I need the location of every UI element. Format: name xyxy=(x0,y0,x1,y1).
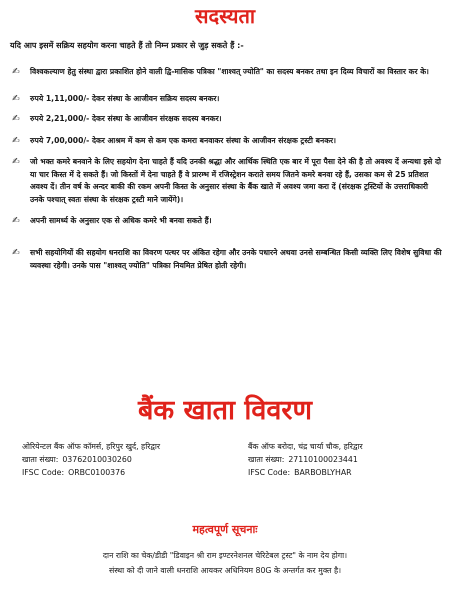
list-item-text: रुपये 2,21,000/- देकर संस्था के आजीवन संरक्षक सदस्य बनकर। xyxy=(30,114,222,124)
important-notice xyxy=(0,548,450,578)
quill-pen-icon: ✍ xyxy=(12,93,20,104)
account-number: 03762010030260 xyxy=(62,455,132,464)
list-item xyxy=(8,66,442,79)
ifsc-label: IFSC Code: xyxy=(22,468,65,477)
bank-details-left xyxy=(22,440,237,479)
bank-details-right xyxy=(248,440,448,479)
account-row xyxy=(248,453,448,466)
bank-details-heading: बैंक खाता विवरण xyxy=(138,395,312,426)
ifsc-code: BARBOBLYHAR xyxy=(294,468,352,477)
bank-name: बैंक ऑफ बरोदा, चंद्र चार्या चौक, हरिद्वार xyxy=(248,442,363,451)
list-item-text: रुपये 7,00,000/- देकर आश्रम में कम से कम एक कमरा बनवाकर संस्था के आजीवन संरक्षक ट्रस्टी बनकर। xyxy=(30,136,337,146)
list-item xyxy=(8,113,442,126)
list-item xyxy=(8,135,442,148)
list-item-text: रुपये 1,11,000/- देकर संस्था के आजीवन सक्रिय सदस्य बनकर। xyxy=(30,93,220,103)
quill-pen-icon: ✍ xyxy=(12,67,20,77)
quill-pen-icon: ✍ xyxy=(12,156,20,167)
list-item xyxy=(8,93,442,106)
account-label: खाता संख्या: xyxy=(22,455,59,464)
ifsc-label: IFSC Code: xyxy=(248,468,291,477)
list-item-text: जो भक्त कमरे बनवाने के लिए सहयोग देना चाहते हैं यदि उनकी श्रद्धा और आर्थिक स्थिति एक बार में पूरा पैसा देने की है तो अवश्य दें अन्यथा इसे दो या चार किस्त में दे सकते हैं। जो किस्तों में देना चाहते हैं वे प्रारम्भ में रजिस्ट्रेशन कराते समय जितने कमरे बनवा रहे हैं, उसका कम से 25 प्रतिशत अवश्य दें। तीन वर्ष के अन्दर बाकी की रकम अपनी किस्त के अनुसार संस्था के बैंक खाते में अवश्य जमा करा दें (संरक्षक ट्रस्टियों के उत्तराधिकारी उनके पश्चात् स्वतः संस्था के संरक्षक ट्रस्टी माने जायेंगे)। xyxy=(30,156,441,204)
bank-name: ओरियेन्टल बैंक ऑफ कॉमर्स, हरिपुर खुर्द, हरिद्वार xyxy=(22,442,161,451)
notice-line: दान राशि का चेक/डीडी "डिवाइन श्री राम इण्टरनेशनल चेरिटेबल ट्रस्ट" के नाम देय होगा। xyxy=(102,551,348,560)
quill-pen-icon: ✍ xyxy=(12,215,20,226)
account-row xyxy=(22,453,237,466)
list-item xyxy=(8,156,442,207)
membership-options-list xyxy=(8,64,442,273)
account-number: 27110100023441 xyxy=(288,455,358,464)
list-item-text: सभी सहयोगियों की सहयोग धनराशि का विवरण पत्थर पर अंकित रहेगा और उनके पधारने अथवा उनसे सम्बन्धित किसी व्यक्ति लिए विशेष सुविधा की व्यवस्था रहेगी। उनके पास "शाश्वत् ज्योति" पत्रिका नियमित प्रेषित होती रहेगी। xyxy=(30,248,442,271)
ifsc-row xyxy=(248,466,448,479)
list-item-text: विश्वकल्याण हेतु संस्था द्वारा प्रकाशित होने वाली द्वि-मासिक पत्रिका "शाश्वत् ज्योति" का सदस्य बनकर तथा इन दिव्य विचारों का विस्तार कर के। xyxy=(30,67,429,76)
list-item-text: अपनी सामर्थ्य के अनुसार एक से अधिक कमरे भी बनवा सकते हैं। xyxy=(30,215,212,225)
quill-pen-icon: ✍ xyxy=(12,248,20,259)
list-item xyxy=(8,215,442,228)
list-item xyxy=(8,247,442,272)
ifsc-code: ORBC0100376 xyxy=(68,468,126,477)
notice-line: संस्था को दी जाने वाली धनराशि आयकर अधिनियम 80G के अन्तर्गत कर मुक्त है। xyxy=(108,566,342,575)
quill-pen-icon: ✍ xyxy=(12,136,20,147)
quill-pen-icon: ✍ xyxy=(12,114,20,125)
account-label: खाता संख्या: xyxy=(248,455,285,464)
ifsc-row xyxy=(22,466,237,479)
important-notice-heading: महत्वपूर्ण सूचनाः xyxy=(192,523,258,536)
intro-text: यदि आप इसमें सक्रिय सहयोग करना चाहते हैं तो निम्न प्रकार से जुड़ सकते हैं :- xyxy=(10,41,244,50)
page-title: सदस्यता xyxy=(194,4,256,28)
